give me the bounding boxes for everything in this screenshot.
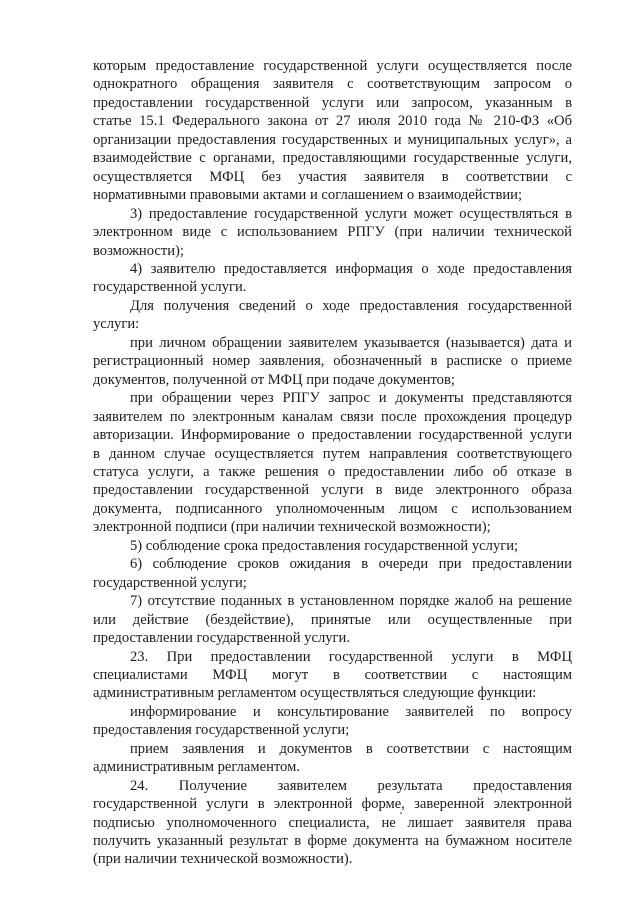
text-line: 6) соблюдение сроков ожидания в очереди при предоставлении: [130, 556, 572, 573]
scan-dot: [400, 812, 402, 814]
text-line: 24. Получение заявителем результата предоставления: [130, 777, 572, 794]
text-line: 23. При предоставлении государственной услуги в МФЦ: [130, 648, 572, 665]
text-line: в данном случае осуществляется путем направления соответствующего: [93, 445, 572, 462]
text-line: подписью уполномоченного специалиста, не лишает заявителя права: [93, 814, 572, 831]
text-line: предоставлении государственной услуги или запросом, указанным в: [93, 94, 572, 111]
document-body: [93, 57, 572, 869]
text-line: государственной услуги;: [93, 574, 247, 591]
text-line: осуществляется МФЦ без участия заявителя в соответствии с: [93, 168, 572, 185]
text-line: прием заявления и документов в соответствии с настоящим: [130, 740, 572, 757]
text-line: Для получения сведений о ходе предоставления государственной: [130, 297, 572, 314]
text-line: организации предоставления государственных и муниципальных услуг», а: [93, 131, 572, 148]
text-line: возможности);: [93, 242, 184, 259]
text-line: заявителем по электронным каналам связи после прохождения процедур: [93, 408, 572, 425]
text-line: которым предоставление государственной услуги осуществляется после: [93, 58, 572, 74]
text-line: государственной услуги в электронной форме, заверенной электронной: [93, 796, 572, 813]
text-line: 4) заявителю предоставляется информация о ходе предоставления: [130, 260, 572, 277]
text-line: 3) предоставление государственной услуги может осуществляться в: [130, 205, 572, 222]
text-line: предоставлении государственной услуги.: [93, 630, 350, 647]
text-line: услуги:: [93, 316, 140, 333]
text-line: при личном обращении заявителем указывается (называется) дата и: [130, 334, 572, 351]
text-line: или действие (бездействие), принятые или осуществленные при: [93, 611, 572, 628]
text-line: регистрационный номер заявления, обозначенный в расписке о приеме: [93, 353, 572, 370]
text-line: документов, полученной от МФЦ при подаче документов;: [93, 371, 455, 388]
text-line: государственной услуги.: [93, 279, 247, 296]
text-line: при обращении через РПГУ запрос и документы представляются: [130, 390, 572, 407]
text-line: административным регламентом осуществляться следующие функции:: [93, 685, 537, 702]
text-line: информирование и консультирование заявителей по вопросу: [130, 703, 572, 720]
text-line: взаимодействие с органами, предоставляющими государственные услуги,: [93, 150, 572, 167]
text-line: предоставления государственной услуги;: [93, 722, 350, 739]
text-line: статуса услуги, а также решения о предоставлении либо об отказе в: [93, 463, 572, 480]
text-line: получить указанный результат в форме документа на бумажном носителе: [93, 833, 572, 850]
text-line: документа, подписанного уполномоченным лицом с использованием: [93, 500, 572, 517]
text-line: специалистами МФЦ могут в соответствии с настоящим: [93, 666, 572, 683]
text-line: однократного обращения заявителя с соответствующим запросом о: [93, 76, 572, 93]
text-line: 7) отсутствие поданных в установленном порядке жалоб на решение: [130, 593, 572, 610]
text-line: электронном виде с использованием РПГУ (при наличии технической: [93, 224, 572, 241]
text-line: (при наличии технической возможности).: [93, 851, 353, 868]
text-line: нормативными правовыми актами и соглашением о взаимодействии;: [93, 187, 523, 204]
text-line: электронной подписи (при наличии технической возможности);: [93, 519, 491, 536]
text-line: 5) соблюдение срока предоставления государственной услуги;: [130, 537, 519, 554]
text-line: авторизации. Информирование о предоставлении государственной услуги: [93, 427, 572, 444]
text-line: предоставлении государственной услуги в виде электронного образа: [93, 482, 572, 499]
text-line: административным регламентом.: [93, 759, 300, 776]
text-line: статье 15.1 Федерального закона от 27 июля 2010 года № 210-ФЗ «Об: [93, 113, 572, 130]
